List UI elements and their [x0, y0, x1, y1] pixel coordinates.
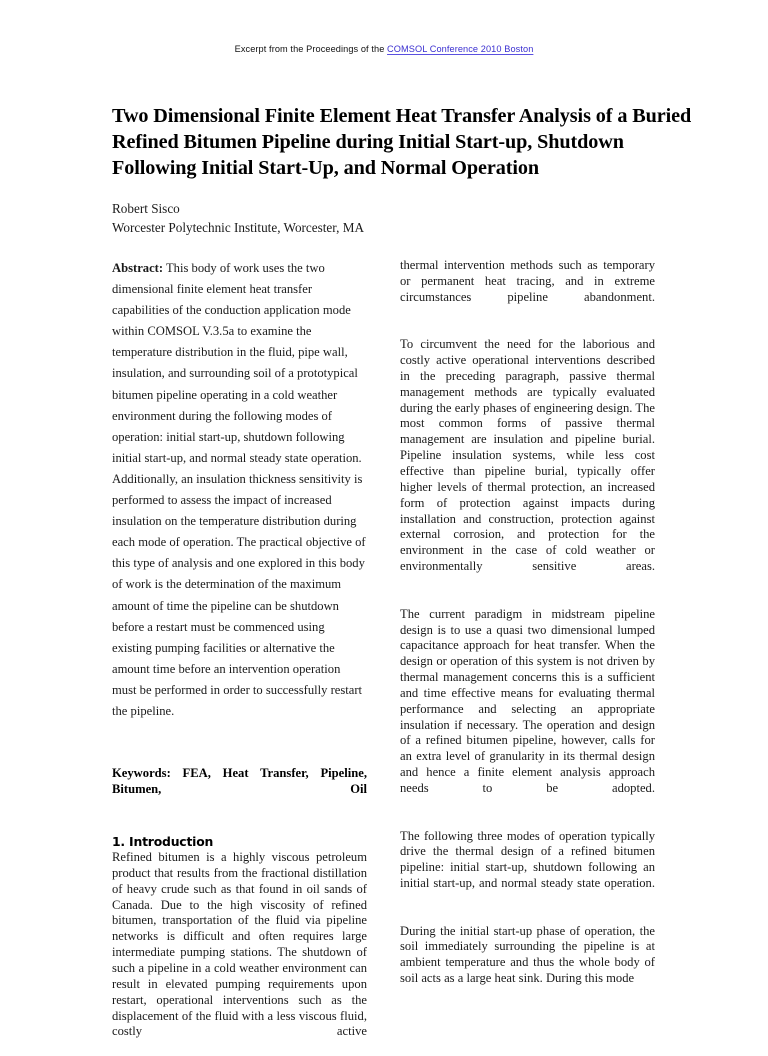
abstract-text: This body of work uses the two dimensional finite element heat transfer capabilities of the conduction application mode within COMSOL V.3.5a to examine the temperature distribution in the fluid, pipe wall, insulation, and surrounding soil of a prototypical bitumen pipeline operating in a cold weather environment during the following modes of operation: initial start-up, shutdown following initial start-up, and normal steady state operation. Additionally, an insulation thickness sensitivity is performed to assess the impact of increased insulation on the temperature distribution during each mode of operation. The practical objective of this type of analysis and one explored in this body of work is the determination of the maximum amount of time the pipeline can be shutdown before a restart must be commenced using existing pumping facilities or alternative the amount time before an intervention operation must be performed in order to successfully restart the pipeline.: [112, 261, 366, 718]
author-name: Robert Sisco: [112, 201, 180, 216]
right-paragraph-3: The current paradigm in midstream pipeline design is to use a quasi two dimensional lumped capacitance approach for heat transfer. When the design or operation of this system is not driven by thermal management concerns this is a sufficient and time effective means for evaluating thermal performance and selecting an appropriate insulation if necessary. The operation and design of a refined bitumen pipeline, however, calls for an extra level of granularity in its thermal design and hence a finite element analysis approach needs to be adopted.: [400, 606, 655, 795]
right-column: [400, 258, 655, 986]
abstract-paragraph: [112, 258, 367, 722]
spacer-r2: [400, 591, 655, 607]
right-paragraph-2: To circumvent the need for the laborious and costly active operational interventions described in the preceding paragraph, passive thermal management methods are typically evaluated during the early phases of engineering design. The most common forms of passive thermal management are insulation and pipeline burial. Pipeline insulation systems, while less cost effective than pipeline burial, typically offer higher levels of thermal protection, an increased form of protection against impacts during installation and construction, protection against external corrosion, and protection for the environment in the case of cold weather or environmentally sensitive areas.: [400, 337, 655, 574]
comsol-conference-link[interactable]: COMSOL Conference 2010 Boston: [387, 44, 534, 54]
spacer-before-introduction: [112, 813, 367, 834]
introduction-paragraph: Refined bitumen is a highly viscous petroleum product that results from the fractional distillation of heavy crude such as that found in oil sands of Canada. Due to the high viscosity of refined bitumen, transportation of the fluid via pipeline networks is difficult and often requires large intermediate pumping stations. The shutdown of such a pipeline in a cold weather environment can result in elevated pumping requirements upon restart, operational interventions such as the displacement of the fluid with a less viscous fluid, costly active: [112, 850, 367, 1039]
section-heading-introduction: 1. Introduction: [112, 834, 214, 850]
spacer-r3: [400, 813, 655, 829]
spacer-r4: [400, 908, 655, 924]
abstract-label: Abstract:: [112, 261, 164, 275]
right-paragraph-1: thermal intervention methods such as temporary or permanent heat tracing, and in extreme circumstances pipeline abandonment.: [400, 258, 655, 304]
body-columns: [112, 258, 668, 1039]
left-column: [112, 258, 367, 1039]
excerpt-header: [0, 43, 768, 55]
paper-title: Two Dimensional Finite Element Heat Transfer Analysis of a Buried Refined Bitumen Pipeline during Initial Start-up, Shutdown Following Initial Start-Up, and Normal Operation: [112, 104, 692, 179]
right-paragraph-5: During the initial start-up phase of operation, the soil immediately surrounding the pipeline is at ambient temperature and thus the whole body of soil acts as a large heat sink. During this mode: [400, 923, 655, 986]
spacer-r1: [400, 321, 655, 337]
right-paragraph-4: The following three modes of operation typically drive the thermal design of a refined bitumen pipeline: initial start-up, shutdown following an initial start-up, and normal steady state operation.: [400, 828, 655, 891]
spacer-before-keywords: [112, 722, 367, 765]
author-block: [112, 200, 672, 237]
author-affiliation: Worcester Polytechnic Institute, Worcester, MA: [112, 219, 364, 235]
excerpt-prefix-text: Excerpt from the Proceedings of the: [234, 44, 388, 54]
keywords-line: Keywords: FEA, Heat Transfer, Pipeline, Bitumen, Oil: [112, 766, 367, 797]
